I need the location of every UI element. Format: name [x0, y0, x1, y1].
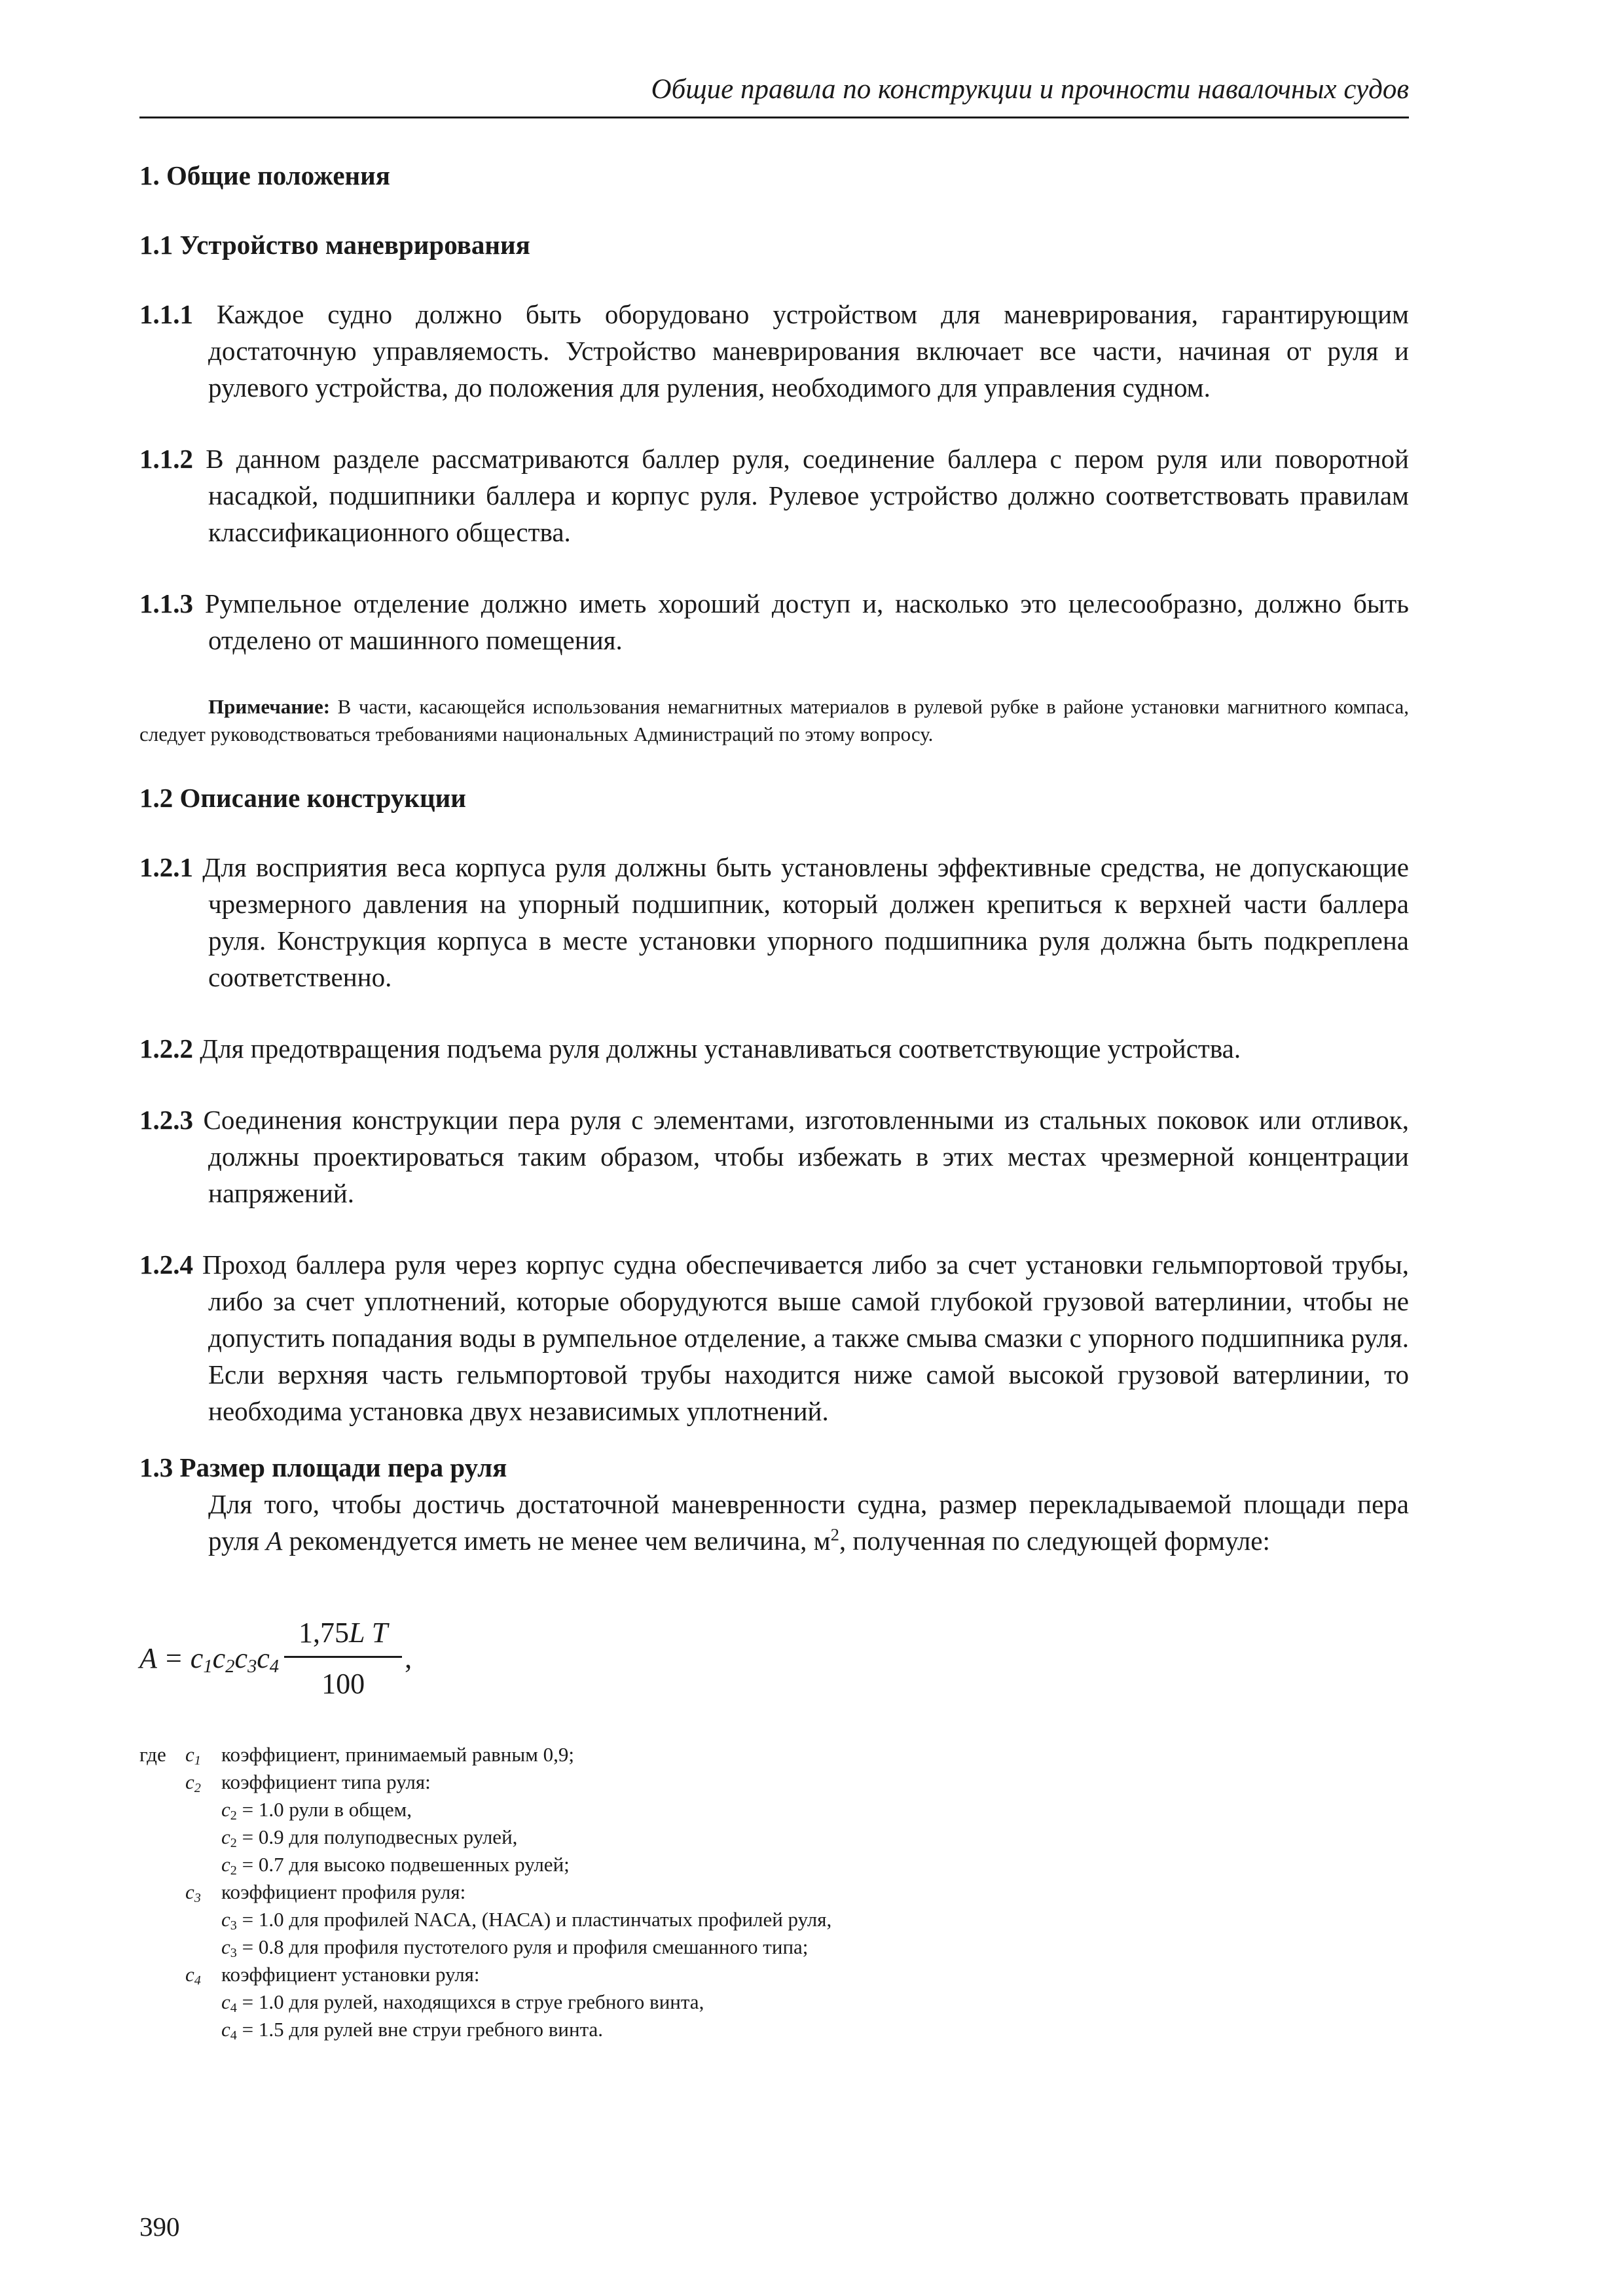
- paragraph-1-1-2: [139, 440, 1409, 550]
- legend-text: коэффициент типа руля:: [221, 1770, 431, 1793]
- paragraph-1-2-3: [139, 1102, 1409, 1211]
- formula-fraction: [284, 1616, 402, 1700]
- legend-subitem: $c_4 = 1.5$ для рулей вне струи гребного винта.: [221, 2018, 604, 2043]
- paragraph-number: 1.2.2: [139, 1033, 193, 1064]
- legend-text: коэффициент профиля руля:: [221, 1880, 466, 1903]
- paragraph-1-1-1: [139, 296, 1409, 406]
- paragraph-number: 1.2.1: [139, 852, 193, 882]
- section-1-2-heading: 1.2 Описание конструкции: [139, 783, 466, 813]
- legend-text: коэффициент, принимаемый равным 0,9;: [221, 1743, 574, 1766]
- paragraph-text: Соединения конструкции пера руля с элементами, изготовленными из стальных поковок или отливок, должны проектироваться таким образом, чтобы избежать в этих местах чрезмерной концентрации напряжений.: [203, 1105, 1410, 1208]
- legend-symbol: $c_1$: [185, 1743, 201, 1768]
- document-body: [139, 157, 1409, 1592]
- legend-symbol: $c_3$: [185, 1880, 201, 1906]
- paragraph-number: 1.2.3: [139, 1105, 193, 1135]
- paragraph-1-2-2: [139, 1030, 1409, 1067]
- formula-denominator: 100: [321, 1667, 365, 1700]
- legend-subitem: $c_3 = 1.0$ для профилей NACA, (НАСА) и пластинчатых профилей руля,: [221, 1908, 832, 1933]
- header-rule: [139, 117, 1409, 118]
- legend-symbol: $c_2$: [185, 1770, 201, 1796]
- legend-item-c1: [139, 1741, 831, 1768]
- legend-subitem: $c_2 = 1.0$ рули в общем,: [221, 1798, 412, 1823]
- legend-item-c4: [139, 1961, 831, 1988]
- formula-lhs: $A = c_1c_2c_3c_4$: [139, 1641, 280, 1677]
- paragraph-1-1-3: [139, 585, 1409, 658]
- paragraph-text: Для восприятия веса корпуса руля должны быть установлены эффективные средства, не допускающие чрезмерного давления на упорный подшипник, который должен крепиться к верхней части баллера руля. Конструкция корпуса в месте установки упорного подшипника руля должна быть подкреплена соответственно.: [202, 852, 1409, 992]
- paragraph-number: 1.1.2: [139, 444, 193, 474]
- paragraph-text: Для предотвращения подъема руля должны устанавливаться соответствующие устройства.: [200, 1033, 1241, 1064]
- coefficient-legend: [139, 1741, 831, 2043]
- paragraph-text: Каждое судно должно быть оборудовано устройством для маневрирования, гарантирующим достаточную управляемость. Устройство маневрирования включает все части, начиная от руля и рулевого устройства, до положения для руления, необходимого для управления судном.: [208, 299, 1409, 403]
- legend-subitem: $c_2 = 0.7$ для высоко подвешенных рулей;: [221, 1853, 570, 1878]
- legend-item-c2: [139, 1768, 831, 1796]
- paragraph-text: Румпельное отделение должно иметь хороший доступ и, насколько это целесообразно, должно быть отделено от машинного помещения.: [204, 588, 1409, 655]
- legend-symbol: $c_4$: [185, 1963, 201, 1988]
- formula-numerator: 1,75L T: [299, 1616, 388, 1649]
- rudder-area-formula: [139, 1602, 412, 1713]
- paragraph-number: 1.2.4: [139, 1249, 193, 1280]
- section-1-1-heading: 1.1 Устройство маневрирования: [139, 230, 530, 260]
- legend-item-c3: [139, 1878, 831, 1906]
- legend-subitem: $c_3 = 0.8$ для профиля пустотелого руля и профиля смешанного типа;: [221, 1935, 809, 1961]
- paragraph-number: 1.1.1: [139, 299, 193, 329]
- legend-text: коэффициент установки руля:: [221, 1963, 480, 1986]
- legend-subitem: $c_4 = 1.0$ для рулей, находящихся в струе гребного винта,: [221, 1990, 704, 2016]
- section-1-3-heading: 1.3 Размер площади пера руля: [139, 1452, 507, 1482]
- paragraph-1-2-1: [139, 849, 1409, 996]
- section-1-heading: 1. Общие положения: [139, 160, 390, 190]
- paragraph-1-2-4: [139, 1246, 1409, 1429]
- note: [139, 693, 1409, 748]
- legend-where: где: [139, 1743, 166, 1766]
- paragraph-number: 1.1.3: [139, 588, 193, 619]
- formula-trailing: ,: [405, 1641, 412, 1674]
- note-text: В части, касающейся использования немагнитных материалов в рулевой рубке в районе установки магнитного компаса, следует руководствоваться требованиями национальных Администраций по этому вопросу.: [139, 695, 1410, 745]
- paragraph-text: Проход баллера руля через корпус судна обеспечивается либо за счет установки гельмпортовой трубы, либо за счет уплотнений, которые оборудуются выше самой глубокой грузовой ватерлинии, чтобы не допустить попадания воды в румпельное отделение, а также смыва смазки с упорного подшипника руля. Если верхняя часть гельмпортовой трубы находится ниже самой высокой грузовой ватерлинии, то необходима установка двух независимых уплотнений.: [202, 1249, 1409, 1426]
- legend-subitem: $c_2 = 0.9$ для полуподвесных рулей,: [221, 1825, 518, 1851]
- page-number: 390: [139, 2212, 180, 2242]
- note-label: Примечание:: [208, 695, 331, 718]
- section-1-3-intro: Для того, чтобы достичь достаточной маневренности судна, размер перекладываемой площади пера руля A рекомендуется иметь не менее чем величина, $м^2$, полученная по следующей формуле:: [208, 1489, 1409, 1556]
- paragraph-text: В данном разделе рассматриваются баллер руля, соединение баллера с пером руля или поворотной насадкой, подшипники баллера и корпус руля. Рулевое устройство должно соответствовать правилам классификационного общества.: [206, 444, 1410, 547]
- header-title: Общие правила по конструкции и прочности навалочных судов: [651, 74, 1409, 105]
